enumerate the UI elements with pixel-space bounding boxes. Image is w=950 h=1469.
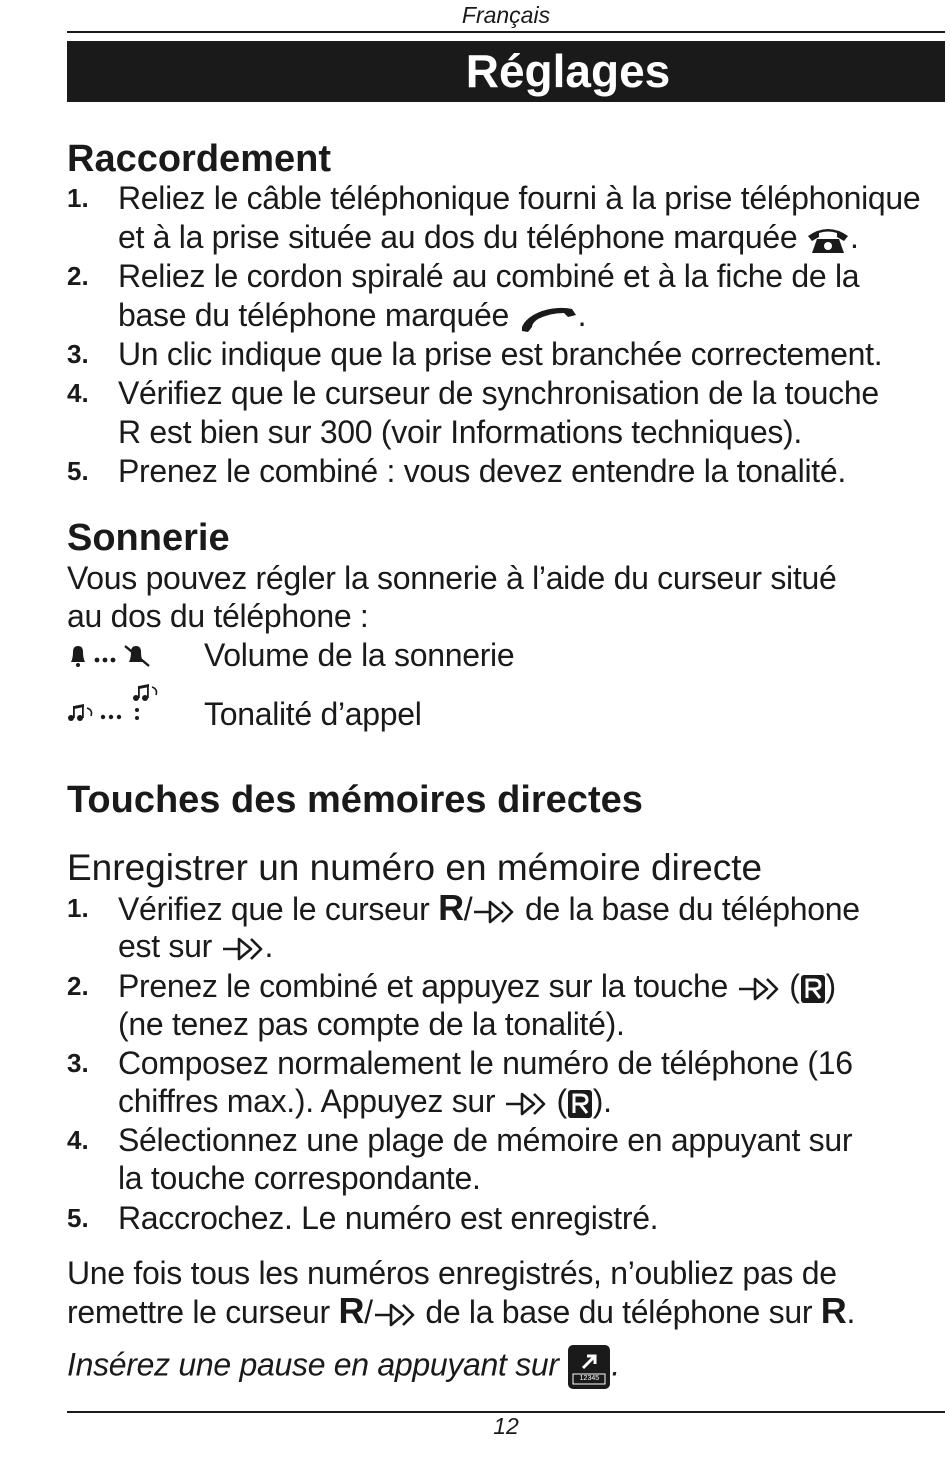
step-number: 2. <box>67 971 89 1001</box>
r-key-icon <box>800 974 826 1004</box>
sonnerie-intro: Vous pouvez régler la sonnerie à l’aide du curseur situé <box>67 560 837 596</box>
bell-volume-icon <box>67 642 151 668</box>
step-text <box>118 889 860 928</box>
music-note-icon <box>67 680 167 724</box>
note-text: Une fois tous les numéros enregistrés, n’oubliez pas de <box>67 1255 837 1291</box>
step-text-part: . <box>577 297 587 333</box>
slash: / <box>463 891 473 927</box>
step-text <box>118 927 273 965</box>
memory-arrow-icon <box>472 898 516 926</box>
paren-open: ( <box>556 1083 567 1119</box>
memory-arrow-icon <box>221 935 265 963</box>
step-text-part: est sur <box>118 928 212 964</box>
step-text-part: Vérifiez que le curseur <box>118 891 430 927</box>
title-banner <box>67 41 945 102</box>
step-number: 3. <box>67 1048 89 1078</box>
memory-arrow-icon <box>504 1090 548 1118</box>
volume-row <box>67 640 187 670</box>
step-text: Composez normalement le numéro de téléphone (16 <box>118 1045 853 1081</box>
step-text <box>118 296 586 334</box>
volume-label: Volume de la sonnerie <box>204 637 515 673</box>
pause-key-icon <box>567 1344 611 1390</box>
step-number: 1. <box>67 183 89 213</box>
step-text-part: chiffres max.). Appuyez sur <box>118 1083 496 1119</box>
step-number: 5. <box>67 1203 89 1233</box>
step-text <box>118 967 836 1005</box>
r-letter: R <box>338 1290 365 1331</box>
sonnerie-intro: au dos du téléphone : <box>67 598 369 634</box>
step-text-part: Prenez le combiné et appuyez sur la touche <box>118 968 728 1004</box>
section-heading-memoires: Touches des mémoires directes <box>67 779 643 821</box>
step-number: 4. <box>67 1125 89 1155</box>
step-text: la touche correspondante. <box>118 1160 481 1196</box>
step-text-part: base du téléphone marquée <box>118 297 510 333</box>
step-text-part: . <box>850 219 859 255</box>
pause-key-label: 12345 <box>579 1375 600 1382</box>
paren-close: ). <box>592 1083 612 1119</box>
page-title: Réglages <box>465 45 671 97</box>
note-text-part: de la base du téléphone sur <box>425 1294 813 1330</box>
tone-row <box>67 680 177 724</box>
step-number: 1. <box>67 893 89 923</box>
pause-text-part: Insérez une pause en appuyant sur <box>67 1346 559 1383</box>
paren-open: ( <box>789 968 800 1004</box>
step-number: 2. <box>67 261 89 291</box>
step-number: 5. <box>67 456 89 486</box>
r-letter: R <box>438 887 464 928</box>
period: . <box>846 1294 856 1330</box>
language-label: Français <box>461 2 551 28</box>
r-key-icon <box>567 1089 593 1119</box>
section-heading-raccordement: Raccordement <box>67 138 331 180</box>
note-text-part: remettre le curseur <box>67 1294 330 1330</box>
step-text: (ne tenez pas compte de la tonalité). <box>118 1006 625 1042</box>
step-text: Vérifiez que le curseur de synchronisation de la touche <box>118 375 879 411</box>
slash: / <box>364 1294 373 1330</box>
memory-arrow-icon <box>737 975 781 1003</box>
pause-text <box>67 1344 620 1390</box>
step-number: 4. <box>67 378 89 408</box>
phone-socket-icon <box>806 225 850 255</box>
step-number: 3. <box>67 339 89 369</box>
note-text <box>67 1292 855 1331</box>
step-text: R est bien sur 300 (voir Informations techniques). <box>118 414 803 450</box>
section-heading-sonnerie: Sonnerie <box>67 517 230 559</box>
step-text: Prenez le combiné : vous devez entendre la tonalité. <box>118 453 846 489</box>
step-text <box>118 218 859 256</box>
period: . <box>611 1346 620 1383</box>
subsection-heading: Enregistrer un numéro en mémoire directe <box>67 847 763 888</box>
paren-close: ) <box>825 968 836 1004</box>
top-rule <box>67 31 945 33</box>
r-letter: R <box>820 1290 847 1331</box>
step-text-part: et à la prise située au dos du téléphone marquée <box>118 219 798 255</box>
step-text-part: de la base du téléphone <box>524 891 860 927</box>
period: . <box>264 928 274 964</box>
step-text: Sélectionnez une plage de mémoire en appuyant sur <box>118 1122 853 1158</box>
step-text <box>118 1082 612 1120</box>
step-text: Un clic indique que la prise est branchée correctement. <box>118 336 883 372</box>
tone-label: Tonalité d’appel <box>204 696 422 732</box>
handset-icon <box>518 303 578 333</box>
step-text: Reliez le câble téléphonique fourni à la prise téléphonique <box>118 180 921 216</box>
step-text: Reliez le cordon spiralé au combiné et à la fiche de la <box>118 258 860 294</box>
memory-arrow-icon <box>373 1301 417 1329</box>
page-number: 12 <box>493 1413 519 1439</box>
step-text: Raccrochez. Le numéro est enregistré. <box>118 1200 659 1236</box>
